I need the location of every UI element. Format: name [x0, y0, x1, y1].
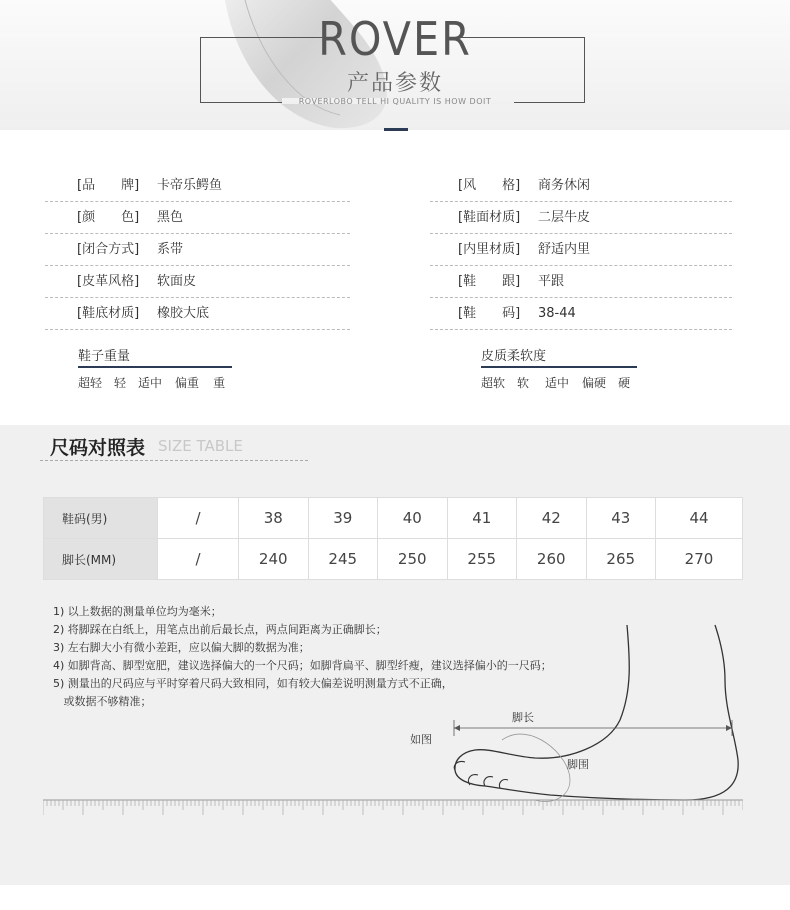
table-cell: 38 — [239, 498, 309, 539]
table-cell: 240 — [239, 539, 309, 580]
spec-label: [内里材质] — [458, 242, 521, 257]
spec-value: 舒适内里 — [538, 242, 591, 257]
size-table-title: 尺码对照表 — [50, 437, 146, 459]
spec-value: 二层牛皮 — [538, 210, 591, 225]
spec-value: 系带 — [157, 242, 184, 257]
table-cell: 42 — [517, 498, 587, 539]
softness-scale-bar — [481, 366, 637, 368]
spec-row — [45, 266, 350, 298]
foot-outline-icon — [455, 625, 738, 800]
weight-scale-title: 鞋子重量 — [78, 349, 131, 364]
size-table-subtitle: SIZE TABLE — [158, 437, 243, 455]
spec-row — [430, 170, 732, 202]
spec-label: [颜 色] — [77, 210, 140, 225]
spec-label: [鞋面材质] — [458, 210, 521, 225]
spec-row — [45, 298, 350, 330]
table-cell: / — [158, 539, 239, 580]
spec-row — [45, 170, 350, 202]
softness-scale-options — [481, 374, 630, 391]
scale-option: 硬 — [618, 376, 631, 390]
note-line: 4) 如脚背高、脚型宽肥，建议选择偏大的一个尺码；如脚背扁平、脚型纤瘦，建议选择偏小的一尺码； — [53, 659, 552, 672]
girth-outline-icon — [502, 734, 570, 801]
table-cell: 250 — [378, 539, 448, 580]
spec-value: 卡帝乐鳄鱼 — [157, 178, 223, 193]
weight-scale-bar — [78, 366, 232, 368]
scale-option: 超轻 — [78, 376, 103, 390]
spec-list-right — [430, 170, 732, 330]
spec-label: [鞋 跟] — [458, 274, 521, 289]
toes-outline-icon — [454, 762, 508, 788]
spec-value: 平跟 — [538, 274, 565, 289]
brand-title: ROVER — [318, 12, 472, 66]
table-cell: 265 — [586, 539, 656, 580]
title-underline — [40, 460, 308, 461]
spec-value: 38-44 — [538, 306, 576, 321]
spec-row — [45, 234, 350, 266]
foot-diagram — [440, 620, 750, 805]
scale-option: 轻 — [114, 376, 127, 390]
softness-scale-title: 皮质柔软度 — [481, 349, 547, 364]
row-header: 鞋码(男) — [44, 498, 158, 539]
note-line: 2) 将脚踩在白纸上，用笔点出前后最长点，两点间距离为正确脚长； — [53, 623, 387, 636]
scale-option: 偏硬 — [582, 376, 607, 390]
table-cell: 245 — [308, 539, 378, 580]
scale-option: 超软 — [481, 376, 506, 390]
spec-row — [430, 202, 732, 234]
spec-label: [风 格] — [458, 178, 521, 193]
tagline: ROVERLOBO TELL HI QUALITY IS HOW DOIT — [298, 97, 492, 106]
spec-value: 橡胶大底 — [157, 306, 210, 321]
scale-option: 偏重 — [175, 376, 200, 390]
table-cell: 40 — [378, 498, 448, 539]
example-label: 如图 — [410, 733, 432, 746]
table-row — [44, 539, 743, 580]
table-cell: 39 — [308, 498, 378, 539]
spec-label: [皮革风格] — [77, 274, 140, 289]
scale-option-selected: 适中 — [138, 376, 163, 390]
note-line: 3) 左右脚大小有微小差距，应以偏大脚的数据为准； — [53, 641, 310, 654]
table-cell: 260 — [517, 539, 587, 580]
note-line: 1) 以上数据的测量单位均为毫米； — [53, 605, 222, 618]
spec-value: 商务休闲 — [538, 178, 591, 193]
note-line: 或数据不够精准； — [53, 695, 152, 708]
page-subtitle: 产品参数 — [346, 71, 443, 96]
row-header: 脚长(MM) — [44, 539, 158, 580]
ruler-icon — [43, 799, 743, 816]
table-cell: 43 — [586, 498, 656, 539]
spec-label: [鞋底材质] — [77, 306, 140, 321]
spec-row — [430, 266, 732, 298]
length-label: 脚长 — [512, 711, 534, 724]
spec-value: 黑色 — [157, 210, 184, 225]
section-marker — [384, 128, 408, 131]
weight-scale-options — [78, 374, 225, 391]
table-cell: 41 — [447, 498, 517, 539]
table-cell: 44 — [656, 498, 743, 539]
spec-value: 软面皮 — [157, 274, 197, 289]
spec-label: [鞋 码] — [458, 306, 521, 321]
spec-list-left — [45, 170, 350, 330]
spec-label: [闭合方式] — [77, 242, 140, 257]
spec-row — [430, 298, 732, 330]
scale-option: 重 — [213, 376, 226, 390]
spec-label: [品 牌] — [77, 178, 140, 193]
table-row — [44, 498, 743, 539]
size-table — [43, 497, 743, 580]
scale-option: 软 — [517, 376, 530, 390]
table-cell: 255 — [447, 539, 517, 580]
table-cell: 270 — [656, 539, 743, 580]
girth-label: 脚围 — [567, 758, 589, 771]
scale-option-selected: 适中 — [545, 376, 570, 390]
table-cell: / — [158, 498, 239, 539]
spec-row — [45, 202, 350, 234]
note-line: 5) 测量出的尺码应与平时穿着尺码大致相同，如有较大偏差说明测量方式不正确， — [53, 677, 453, 690]
spec-row — [430, 234, 732, 266]
